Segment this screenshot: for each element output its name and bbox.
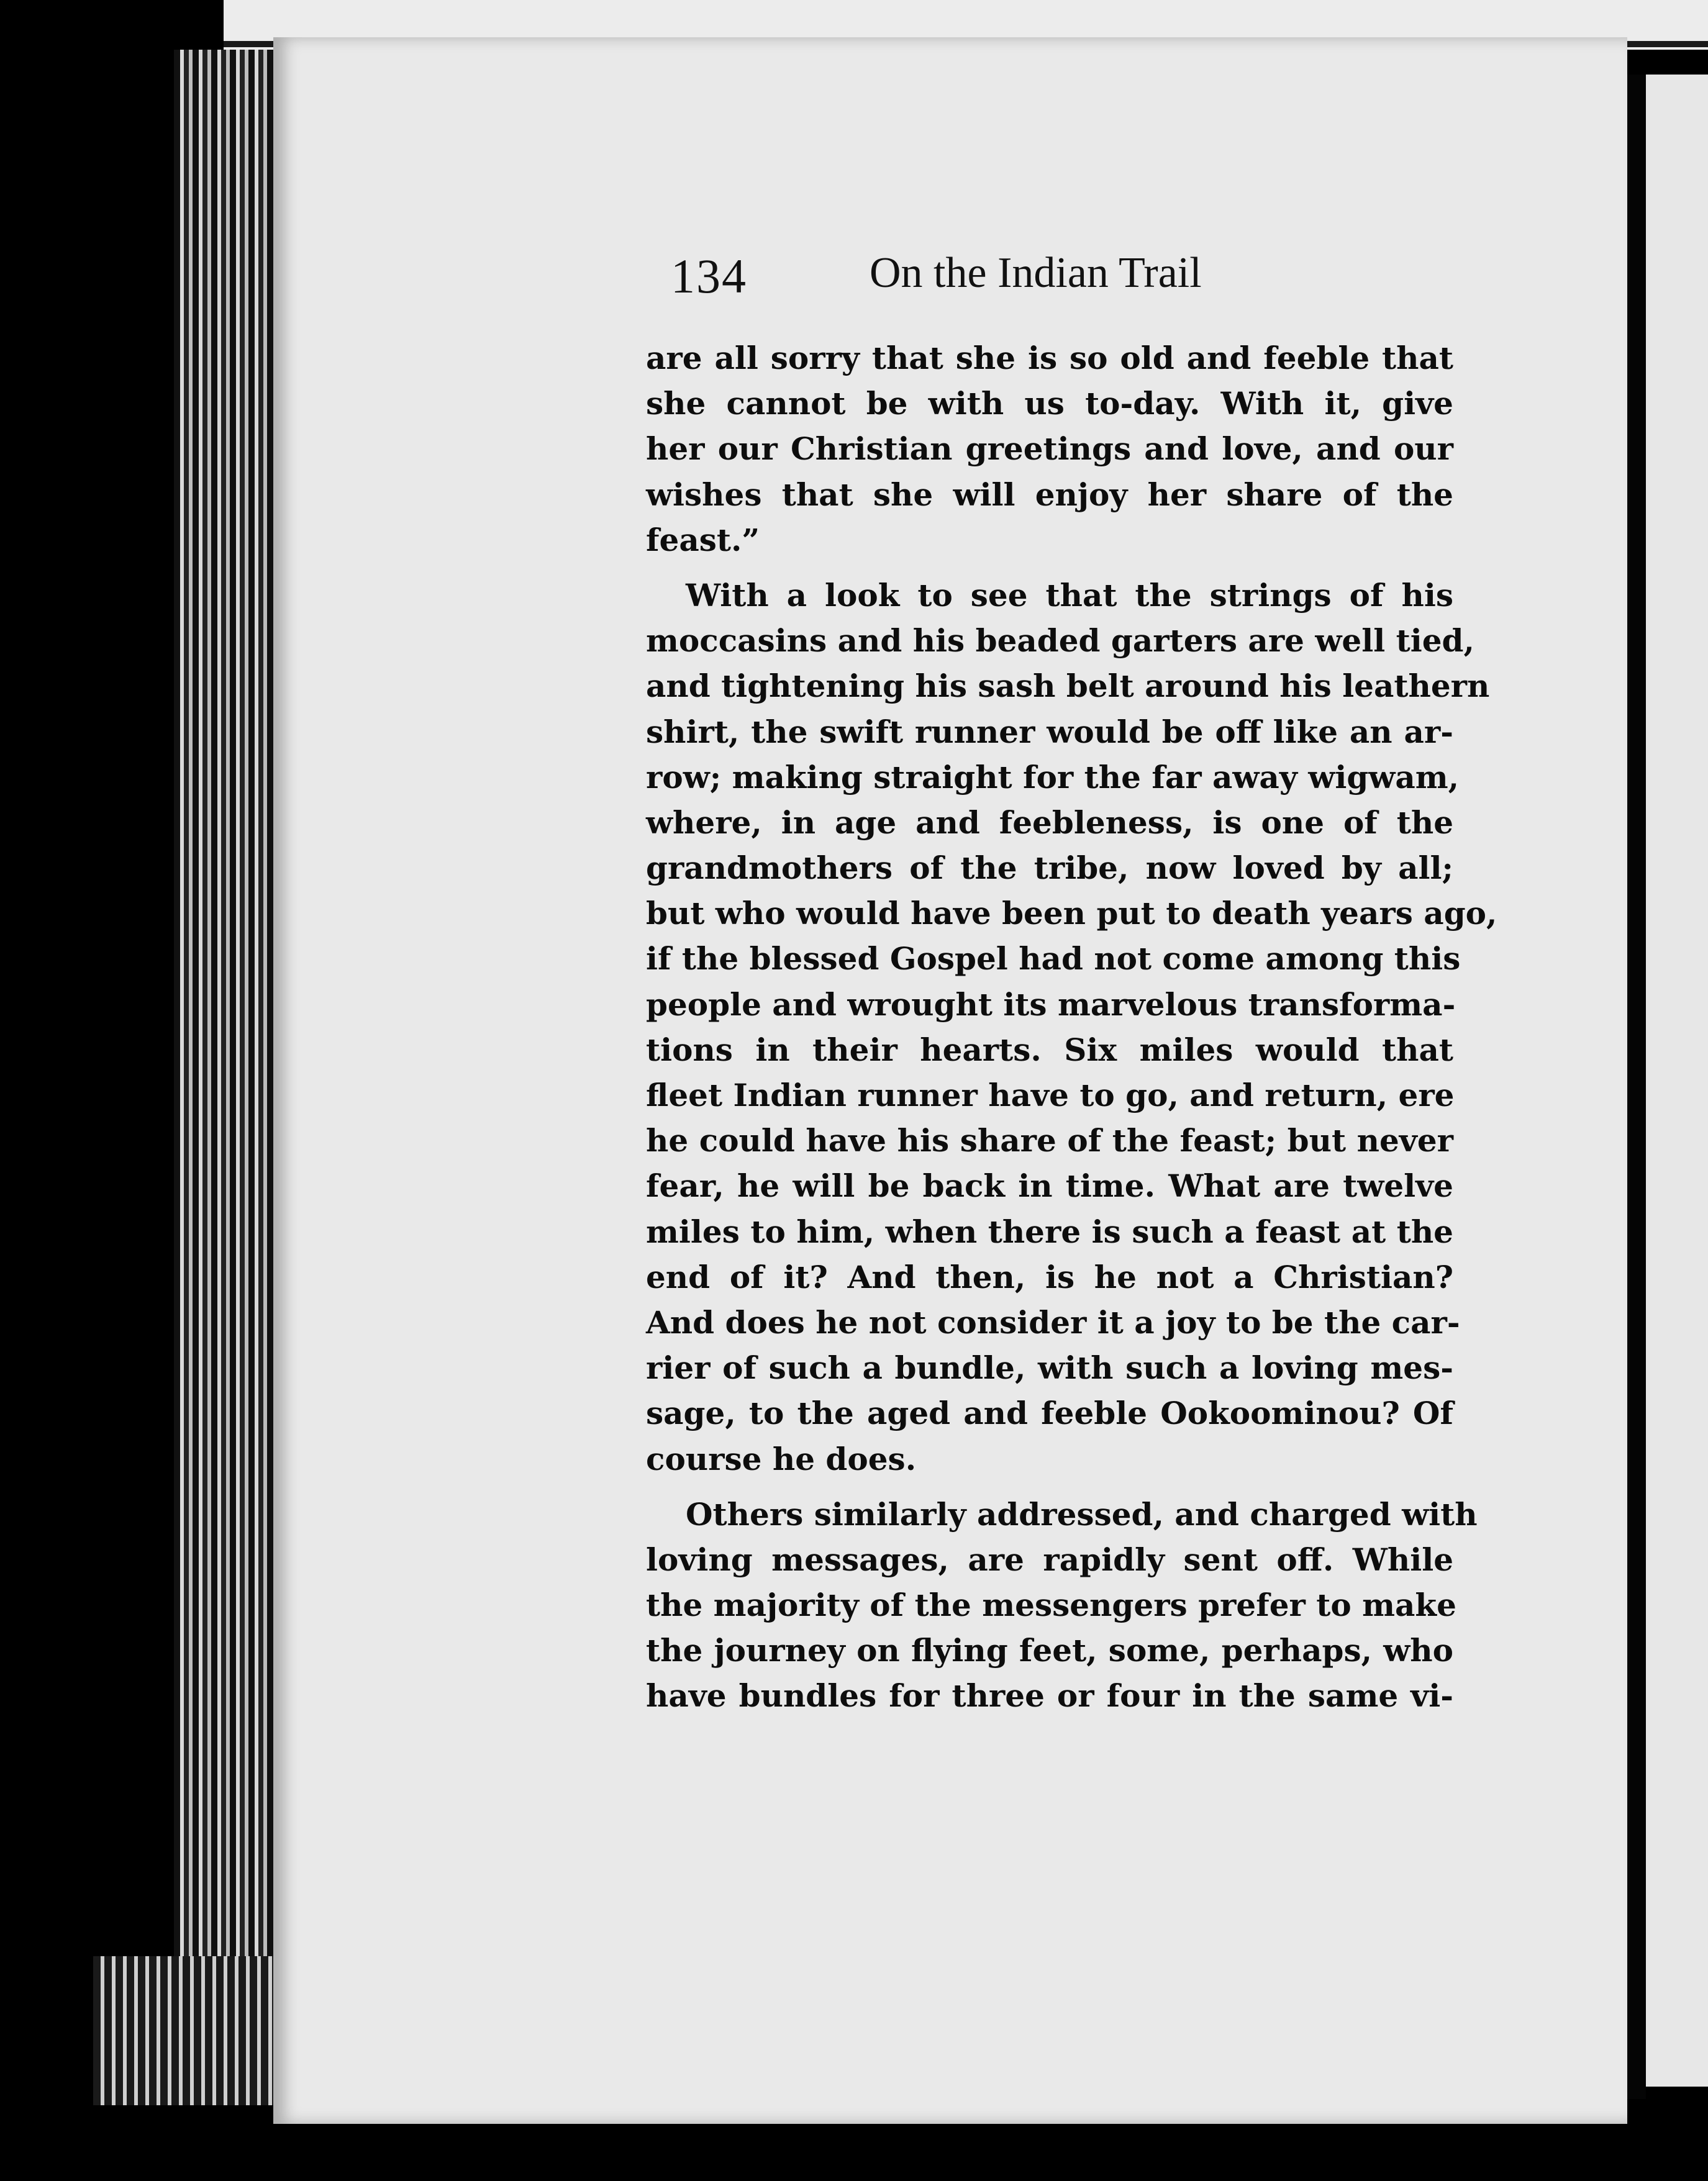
text-line: if the blessed Gospel had not come among this xyxy=(646,940,1461,977)
text-line: course he does. xyxy=(646,1440,917,1477)
text-line: feast.” xyxy=(646,521,760,558)
text-line: moccasins and his beaded garters are well tied, xyxy=(646,622,1474,660)
text-line: her our Christian greetings and love, and our xyxy=(646,430,1453,468)
text-line: fleet Indian runner have to go, and return, ere xyxy=(646,1077,1455,1113)
page-number: 134 xyxy=(671,249,747,303)
text-line: Others similarly addressed, and charged with xyxy=(686,1495,1478,1533)
text-line: where, in age and feebleness, is one of the xyxy=(646,804,1453,841)
book-page-edges-bottom xyxy=(93,1956,279,2105)
body-text xyxy=(646,335,1497,1719)
text-line: fear, he will be back in time. What are twelve xyxy=(646,1168,1453,1205)
text-line: With a look to see that the strings of his xyxy=(686,576,1453,614)
text-line: rier of such a bundle, with such a loving mes- xyxy=(646,1349,1453,1387)
paragraph-1 xyxy=(646,335,1453,563)
facing-page-edge xyxy=(1646,75,1708,2087)
text-line: she cannot be with us to-day. With it, give xyxy=(646,385,1453,422)
text-line: tions in their hearts. Six miles would that xyxy=(646,1031,1453,1068)
text-line: row; making straight for the far away wigwam, xyxy=(646,758,1460,796)
text-line: loving messages, are rapidly sent off. While xyxy=(646,1541,1453,1578)
text-line: sage, to the aged and feeble Ookoominou? Of xyxy=(646,1395,1453,1432)
text-line: grandmothers of the tribe, now loved by all; xyxy=(646,850,1453,887)
paragraph-3 xyxy=(646,1492,1478,1719)
text-line: wishes that she will enjoy her share of the xyxy=(646,476,1453,513)
text-line: but who would have been put to death years ago, xyxy=(646,895,1497,932)
running-title: On the Indian Trail xyxy=(870,249,1202,297)
text-line: the majority of the messengers prefer to make xyxy=(646,1587,1456,1624)
text-line: have bundles for three or four in the same vi- xyxy=(646,1677,1453,1715)
page-header xyxy=(671,248,1292,317)
paragraph-2 xyxy=(646,573,1497,1482)
text-line: he could have his share of the feast; but never xyxy=(646,1122,1453,1159)
text-line: are all sorry that she is so old and feeble that xyxy=(646,340,1453,376)
text-line: shirt, the swift runner would be off like an ar- xyxy=(646,713,1453,750)
text-line: the journey on flying feet, some, perhaps, who xyxy=(646,1632,1453,1669)
text-line: miles to him, when there is such a feast at the xyxy=(646,1213,1453,1250)
text-line: and tightening his sash belt around his leathern xyxy=(646,668,1490,705)
text-line: people and wrought its marvelous transforma- xyxy=(646,986,1456,1023)
text-line: end of it? And then, is he not a Christian? xyxy=(646,1258,1453,1295)
text-line: And does he not consider it a joy to be the car- xyxy=(646,1304,1460,1341)
